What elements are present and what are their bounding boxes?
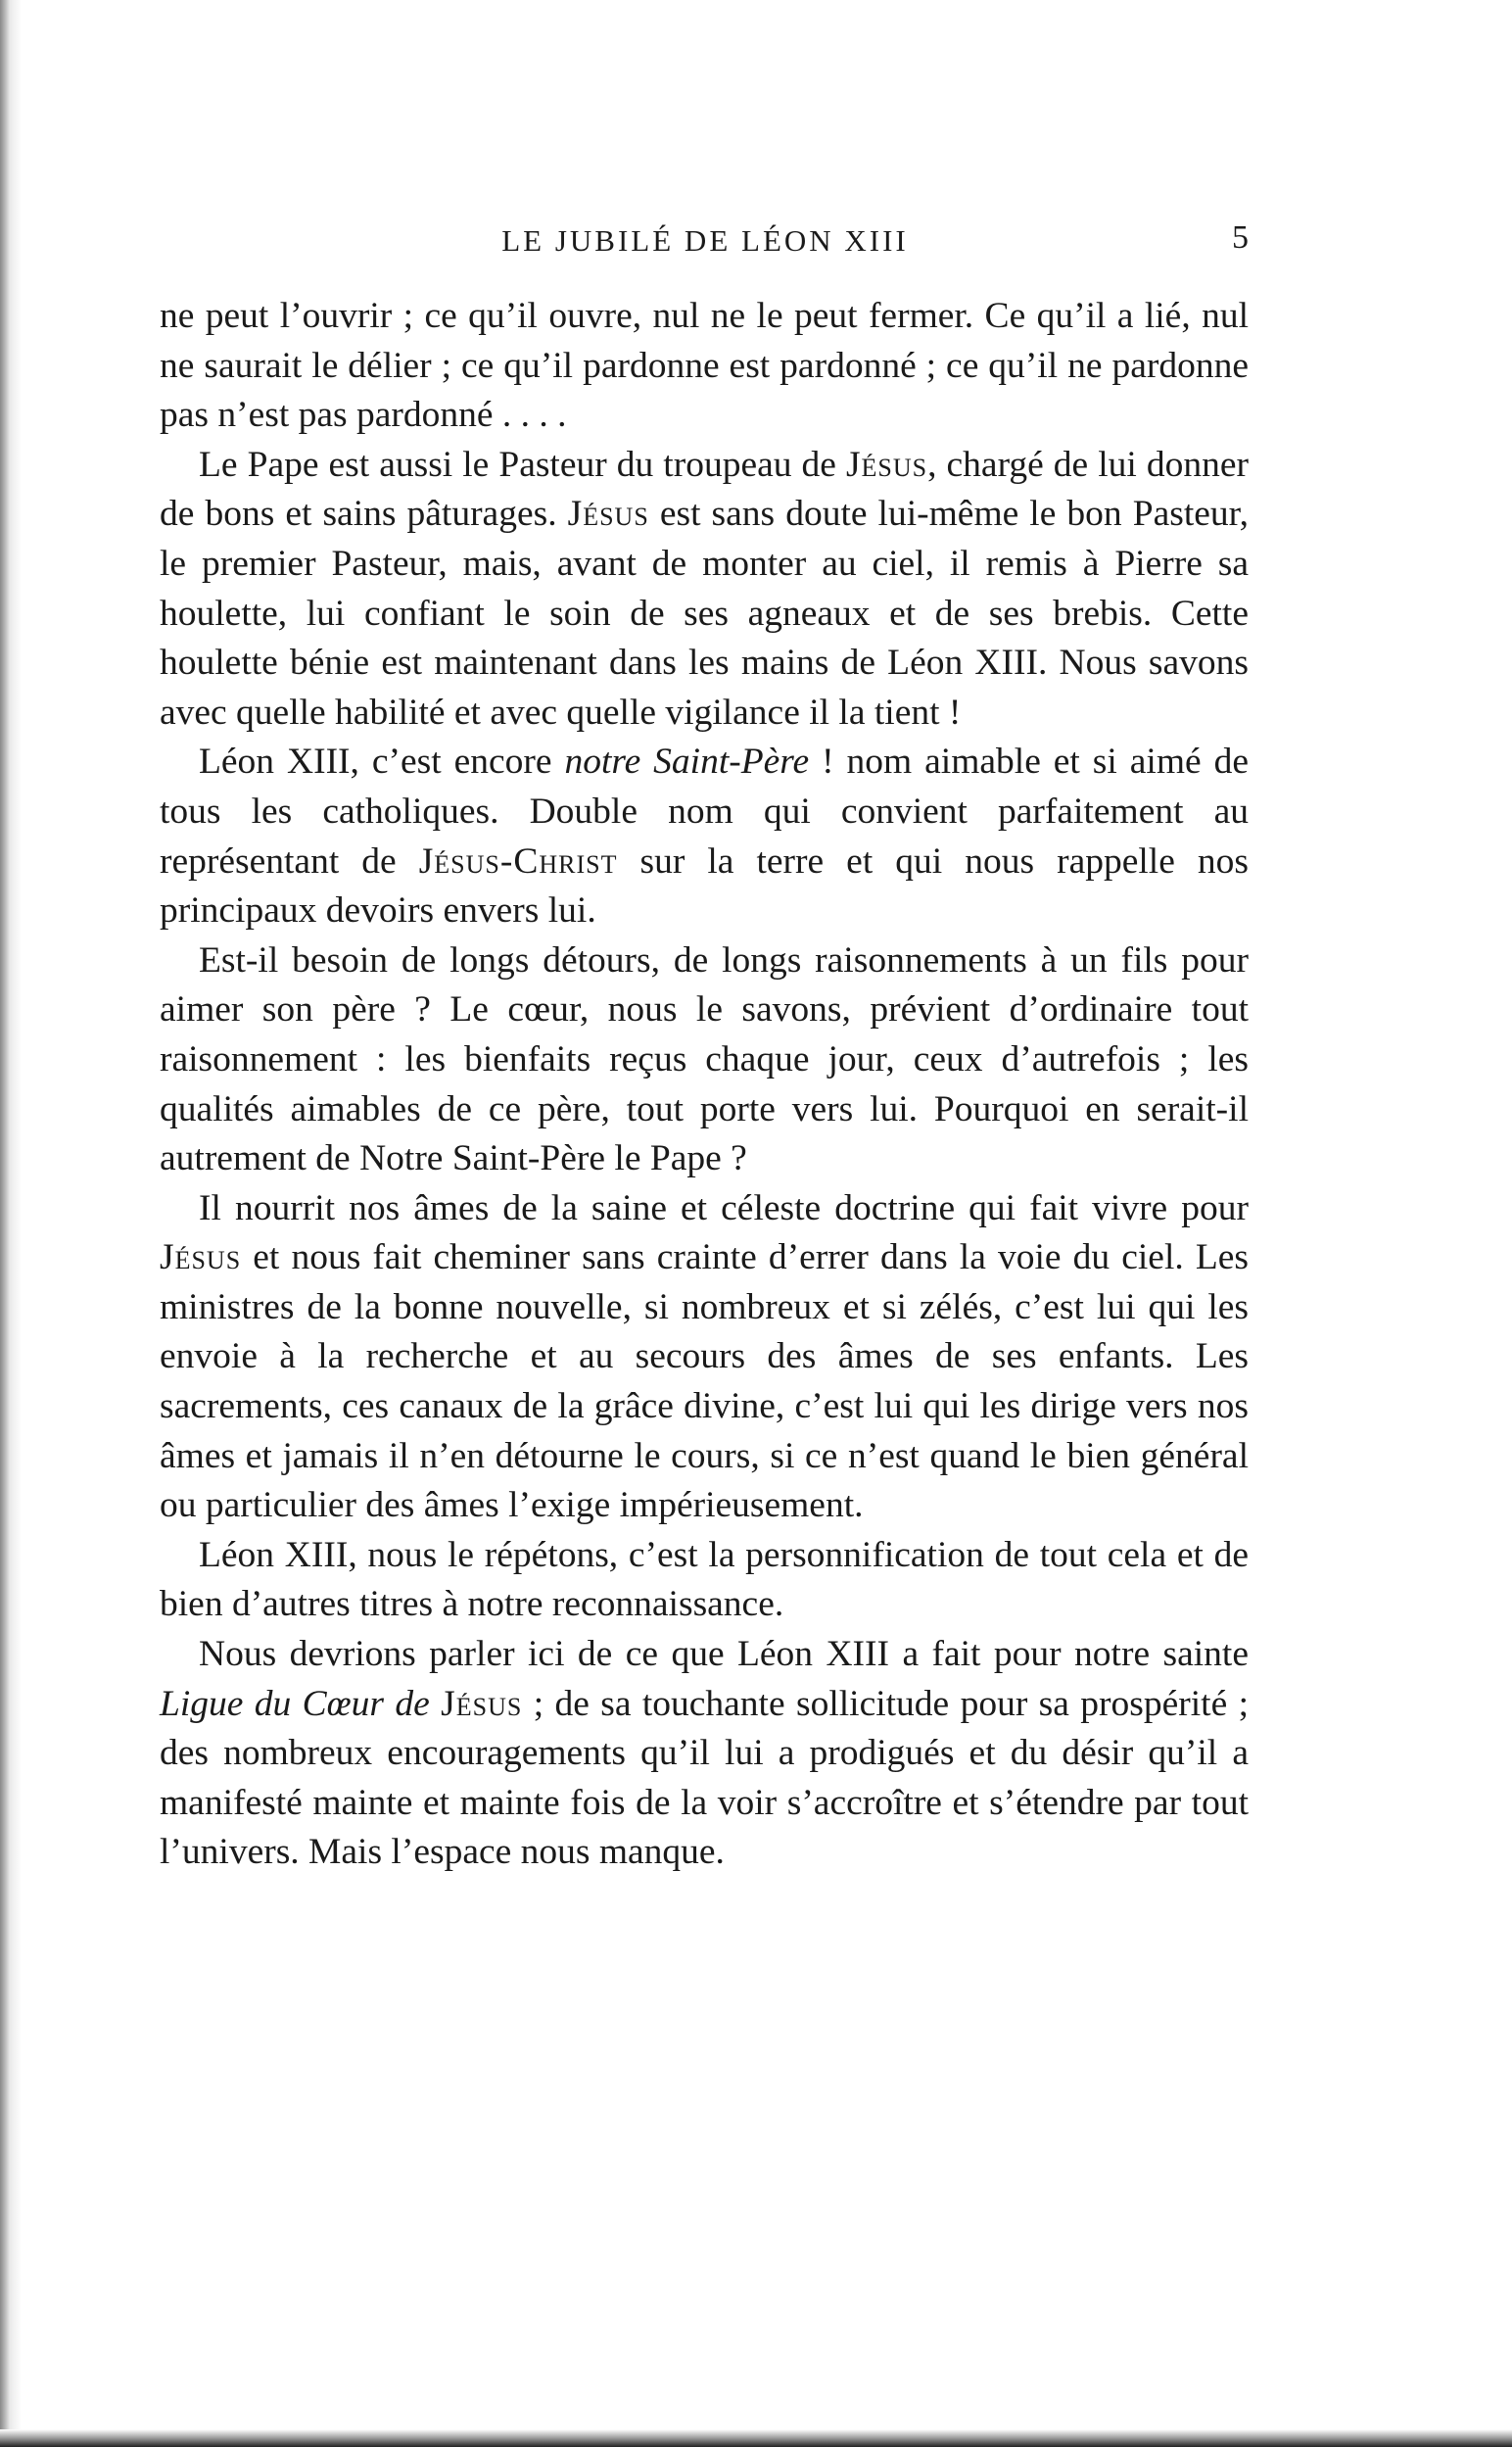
paragraph-5 [160, 1184, 1249, 1531]
italic-phrase: Ligue du Cœur de [160, 1683, 430, 1724]
text-run: sur la terre et qui nous rappelle nos principaux devoirs envers lui. [160, 840, 1249, 932]
text-run [430, 1684, 441, 1724]
text-run: Le Pape est aussi le Pasteur du troupeau de [199, 444, 846, 485]
text-run: Léon XIII, nous le répétons, c’est la personnification de tout cela et de bien d’autres titres à notre reconnaissance. [160, 1534, 1249, 1625]
text-run: , chargé de lui donner de bons et sains pâturages. [160, 444, 1249, 535]
body-text [160, 292, 1249, 1878]
paragraph-3 [160, 738, 1249, 936]
scan-bottom-edge [0, 2429, 1512, 2447]
text-run: et nous fait cheminer sans crainte d’errer dans la voie du ciel. Les ministres de la bonne nouvelle, si nombreux et si zélés, c’est lui qui les envoie à la recherche et au secours des âmes de ses enfants. Les sacrements, ces canaux de la grâce divine, c’est lui qui les dirige vers nos âmes et jamais il n’en détourne le cours, si ce n’est quand le bien général ou particulier des âmes l’exige impérieusement. [160, 1237, 1249, 1526]
small-caps-name: Jésus [160, 1237, 242, 1278]
paragraph-1 [160, 292, 1249, 441]
text-run: ; de sa touchante sollicitude pour sa prospérité ; des nombreux encouragements qu’il lui a prodigués et du désir qu’il a manifesté mainte et mainte fois de la voir s’accroître et s’étendre par tout l’univers. Mais l’espace nous manque. [160, 1683, 1250, 1873]
text-run: ne peut l’ouvrir ; ce qu’il ouvre, nul ne le peut fermer. Ce qu’il a lié, nul ne saurait le délier ; ce qu’il pardonne est pardonné ; ce qu’il ne pardonne pas n’est pas pardonné . . . . [160, 296, 1249, 436]
small-caps-name: Jésus [441, 1683, 523, 1724]
small-caps-name: Jésus [567, 494, 649, 535]
paragraph-4 [160, 936, 1249, 1184]
paragraph-2 [160, 441, 1249, 739]
text-run: Est-il besoin de longs détours, de longs raisonnements à un fils pour aimer son père ? Le cœur, nous le savons, prévient d’ordinaire tout raisonnement : les bienfaits reçus chaque jour, ceux d’autrefois ; les qualités aimables de ce père, tout porte vers lui. Pourquoi en serait-il autrement de Notre Saint-Père le Pape ? [160, 939, 1249, 1179]
text-run: Nous devrions parler ici de ce que Léon XIII a fait pour notre sainte [199, 1634, 1249, 1675]
italic-phrase: notre Saint-Père [564, 742, 810, 783]
small-caps-name: Jésus-Christ [418, 840, 618, 882]
text-run: est sans doute lui-même le bon Pasteur, le premier Pasteur, mais, avant de monter au ciel, il remis à Pierre sa houlette, lui confiant le soin de ses agneaux et de ses brebis. Cette houlette bénie est maintenant dans les mains de Léon XIII. Nous savons avec quelle habilité et avec quelle vigilance il la tient ! [160, 494, 1249, 733]
paragraph-7 [160, 1630, 1249, 1878]
text-run: Léon XIII, c’est encore [199, 742, 565, 783]
text-run: Il nourrit nos âmes de la saine et céleste doctrine qui fait vivre pour [199, 1187, 1249, 1228]
text-run: ! nom aimable et si aimé de tous les catholiques. Double nom qui convient parfaitement au représentant de [160, 742, 1249, 882]
small-caps-name: Jésus [845, 444, 928, 485]
page-header [162, 219, 1249, 263]
page-number: 5 [1232, 219, 1249, 256]
scan-left-edge [0, 0, 22, 2447]
running-title: LE JUBILÉ DE LÉON XIII [501, 223, 909, 258]
paragraph-6 [160, 1531, 1249, 1630]
